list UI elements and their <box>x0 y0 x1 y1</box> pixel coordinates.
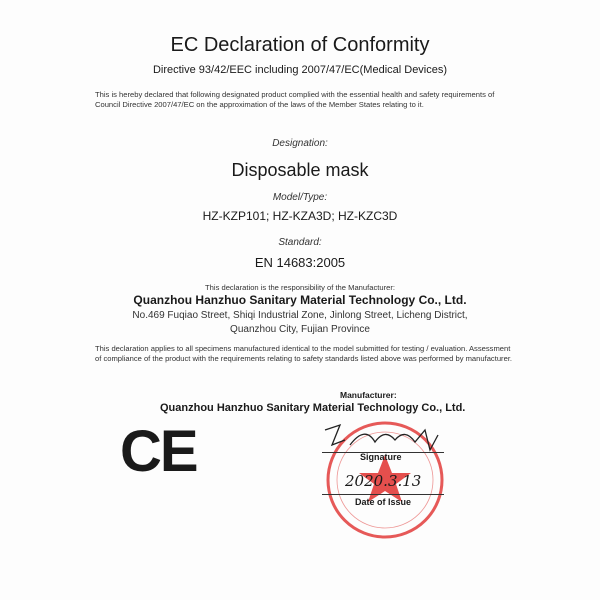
manufacturer-label: Manufacturer: <box>340 390 397 400</box>
directive-subtitle: Directive 93/42/EEC including 2007/47/EC(Medical Devices) <box>152 64 448 76</box>
manufacturer-company: Quanzhou Hanzhuo Sanitary Material Technology Co., Ltd. <box>160 402 466 414</box>
issue-date: 2020.3.13 <box>345 472 422 490</box>
responsibility-text: This declaration is the responsibility of the Manufacturer: <box>205 283 395 292</box>
signature-label: Signature <box>360 452 402 462</box>
ce-mark-logo: CE <box>120 419 197 484</box>
standard-value: EN 14683:2005 <box>254 255 346 270</box>
designation-value: Disposable mask <box>231 160 369 180</box>
standard-label: Standard: <box>278 237 322 248</box>
document-title: EC Declaration of Conformity <box>170 34 430 56</box>
model-value: HZ-KZP101; HZ-KZA3D; HZ-KZC3D <box>202 209 398 223</box>
company-name: Quanzhou Hanzhuo Sanitary Material Technology Co., Ltd. <box>133 293 467 307</box>
designation-label: Designation: <box>272 138 328 149</box>
intro-paragraph: This is hereby declared that following designated product complied with the essential health and safety requirements of Council Directive 2007/47/EC on the approximation of the laws of the Member States relating to it. <box>95 90 495 109</box>
date-label: Date of Issue <box>355 497 412 507</box>
date-line <box>322 494 444 495</box>
applies-paragraph: This declaration applies to all specimens manufactured identical to the model submitted for testing / evaluation. Assessment of compliance of the product with the requirements relating to safety standards listed above was performed by manufacturer. <box>95 344 513 363</box>
address-line-2: Quanzhou City, Fujian Province <box>230 324 370 335</box>
model-label: Model/Type: <box>272 192 328 203</box>
address-line-1: No.469 Fuqiao Street, Shiqi Industrial Zone, Jinlong Street, Licheng District, <box>132 310 468 321</box>
